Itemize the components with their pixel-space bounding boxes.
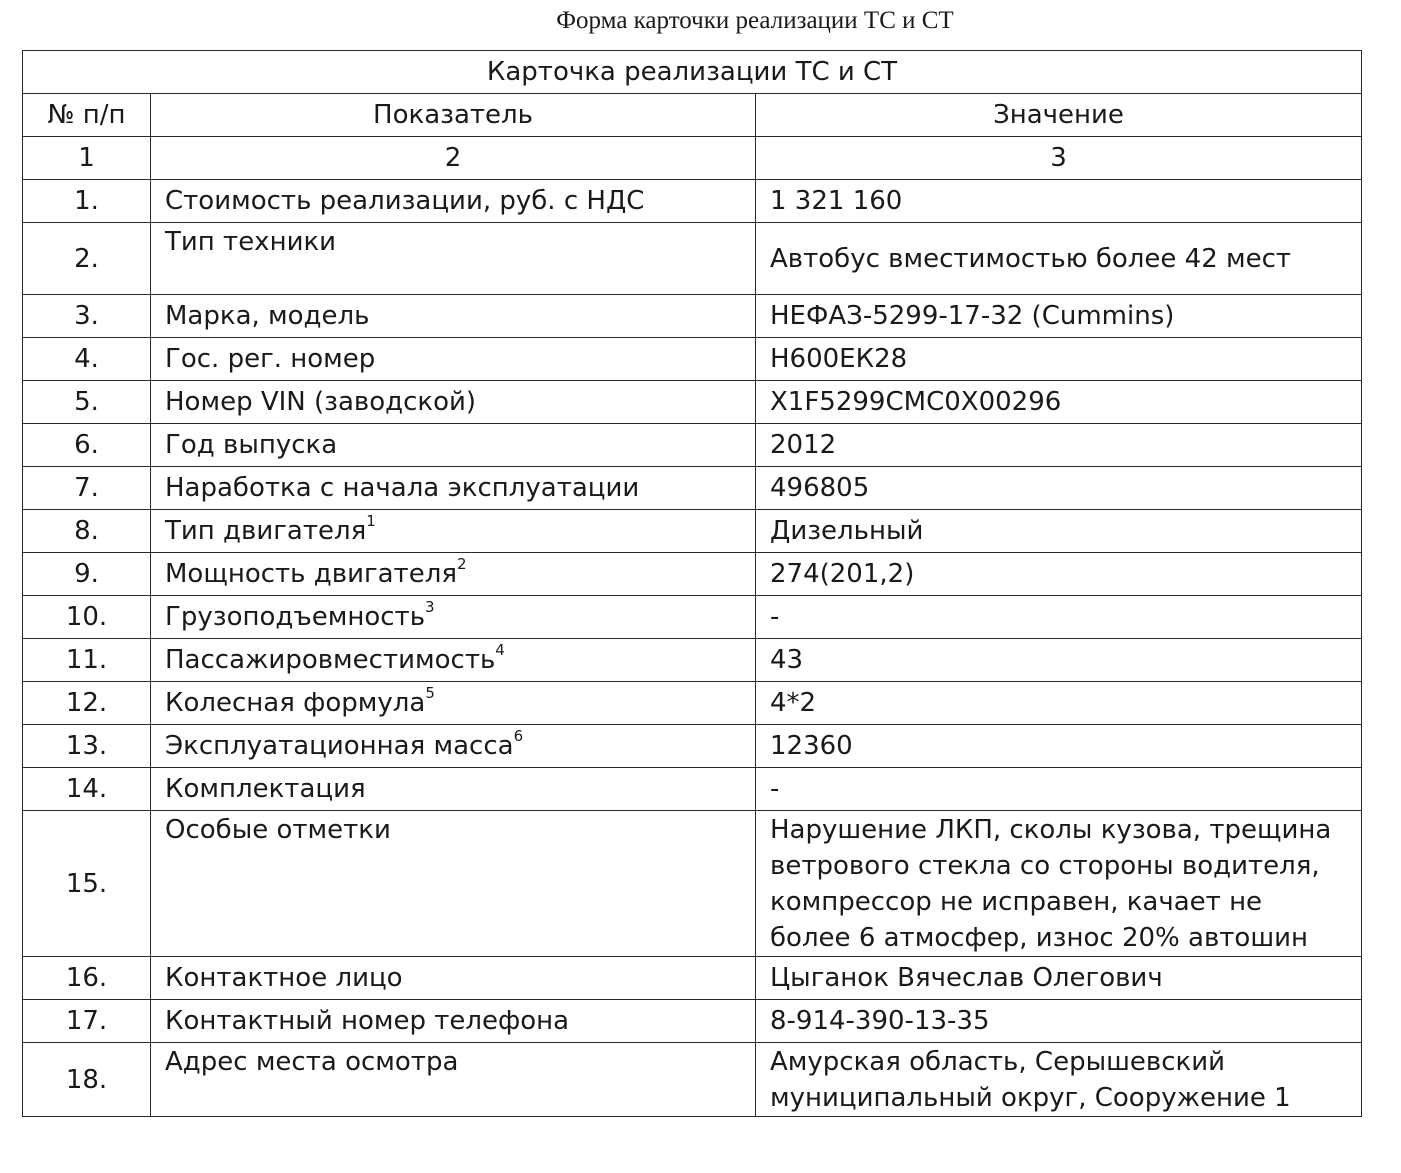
row-value: Дизельный bbox=[756, 510, 1362, 553]
header-indicator: Показатель bbox=[151, 94, 756, 137]
row-number: 15. bbox=[23, 811, 151, 957]
row-value: 274(201,2) bbox=[756, 553, 1362, 596]
row-indicator: Номер VIN (заводской) bbox=[151, 381, 756, 424]
indicator-text: Мощность двигателя bbox=[165, 559, 457, 589]
table-row bbox=[23, 682, 1362, 725]
table-title: Карточка реализации ТС и СТ bbox=[23, 51, 1362, 94]
row-value: - bbox=[756, 596, 1362, 639]
table-row bbox=[23, 295, 1362, 338]
footnote-mark: 2 bbox=[456, 555, 467, 574]
indicator-text: Эксплуатационная масса bbox=[165, 731, 514, 761]
table-row bbox=[23, 957, 1362, 1000]
row-number: 7. bbox=[23, 467, 151, 510]
table-row bbox=[23, 639, 1362, 682]
row-number: 14. bbox=[23, 768, 151, 811]
form-caption: Форма карточки реализации ТС и СТ bbox=[556, 7, 954, 34]
row-indicator: Особые отметки bbox=[151, 811, 756, 957]
row-indicator bbox=[151, 682, 756, 725]
row-indicator: Год выпуска bbox=[151, 424, 756, 467]
row-indicator bbox=[151, 639, 756, 682]
row-number: 10. bbox=[23, 596, 151, 639]
indicator-text: Тип двигателя bbox=[165, 516, 367, 546]
value-line: более 6 атмосфер, износ 20% автошин bbox=[770, 923, 1309, 953]
row-value: НЕФАЗ-5299-17-32 (Cummins) bbox=[756, 295, 1362, 338]
row-value: 4*2 bbox=[756, 682, 1362, 725]
table-row bbox=[23, 811, 1362, 957]
row-number: 3. bbox=[23, 295, 151, 338]
value-line: ветрового стекла со стороны водителя, bbox=[770, 851, 1320, 881]
row-value: 12360 bbox=[756, 725, 1362, 768]
row-indicator: Стоимость реализации, руб. с НДС bbox=[151, 180, 756, 223]
row-value: Цыганок Вячеслав Олегович bbox=[756, 957, 1362, 1000]
table-row bbox=[23, 467, 1362, 510]
row-indicator: Комплектация bbox=[151, 768, 756, 811]
value-line: Нарушение ЛКП, сколы кузова, трещина bbox=[770, 815, 1332, 845]
column-number-2: 2 bbox=[151, 137, 756, 180]
row-indicator: Марка, модель bbox=[151, 295, 756, 338]
row-number: 17. bbox=[23, 1000, 151, 1043]
row-indicator: Гос. рег. номер bbox=[151, 338, 756, 381]
table-row bbox=[23, 553, 1362, 596]
row-value: 2012 bbox=[756, 424, 1362, 467]
row-number: 2. bbox=[23, 223, 151, 295]
value-line: Амурская область, Серышевский bbox=[770, 1047, 1225, 1077]
row-value: - bbox=[756, 768, 1362, 811]
table-row bbox=[23, 510, 1362, 553]
row-indicator: Контактное лицо bbox=[151, 957, 756, 1000]
row-number: 1. bbox=[23, 180, 151, 223]
table-row bbox=[23, 768, 1362, 811]
indicator-text: Пассажировместимость bbox=[165, 645, 496, 675]
row-value bbox=[756, 811, 1362, 957]
table-row bbox=[23, 424, 1362, 467]
column-number-3: 3 bbox=[756, 137, 1362, 180]
row-indicator bbox=[151, 596, 756, 639]
column-number-row bbox=[23, 137, 1362, 180]
table-header-row bbox=[23, 94, 1362, 137]
row-number: 9. bbox=[23, 553, 151, 596]
row-value bbox=[756, 1043, 1362, 1117]
row-value: 43 bbox=[756, 639, 1362, 682]
row-indicator bbox=[151, 510, 756, 553]
row-indicator bbox=[151, 725, 756, 768]
row-value: X1F5299CMC0X00296 bbox=[756, 381, 1362, 424]
footnote-mark: 6 bbox=[513, 727, 524, 746]
row-indicator bbox=[151, 553, 756, 596]
row-indicator: Контактный номер телефона bbox=[151, 1000, 756, 1043]
table-row bbox=[23, 596, 1362, 639]
sale-card-table bbox=[22, 50, 1362, 1117]
footnote-mark: 4 bbox=[495, 641, 505, 660]
value-line: компрессор не исправен, качает не bbox=[770, 887, 1263, 917]
table-row bbox=[23, 180, 1362, 223]
row-value: 8-914-390-13-35 bbox=[756, 1000, 1362, 1043]
row-number: 5. bbox=[23, 381, 151, 424]
table-row bbox=[23, 338, 1362, 381]
row-value: Н600ЕК28 bbox=[756, 338, 1362, 381]
row-number: 6. bbox=[23, 424, 151, 467]
row-indicator: Наработка с начала эксплуатации bbox=[151, 467, 756, 510]
row-number: 8. bbox=[23, 510, 151, 553]
header-value: Значение bbox=[756, 94, 1362, 137]
column-number-1: 1 bbox=[23, 137, 151, 180]
row-value: Автобус вместимостью более 42 мест bbox=[756, 223, 1362, 295]
row-number: 13. bbox=[23, 725, 151, 768]
indicator-text: Грузоподъемность bbox=[165, 602, 426, 632]
table-row bbox=[23, 725, 1362, 768]
table-row bbox=[23, 381, 1362, 424]
footnote-mark: 5 bbox=[425, 684, 435, 703]
footnote-mark: 1 bbox=[366, 512, 376, 531]
footnote-mark: 3 bbox=[425, 598, 435, 617]
indicator-text: Колесная формула bbox=[165, 688, 426, 718]
row-value: 496805 bbox=[756, 467, 1362, 510]
table-title-row bbox=[23, 51, 1362, 94]
row-number: 11. bbox=[23, 639, 151, 682]
row-number: 16. bbox=[23, 957, 151, 1000]
header-number: № п/п bbox=[23, 94, 151, 137]
row-number: 18. bbox=[23, 1043, 151, 1117]
table-row bbox=[23, 1000, 1362, 1043]
table-row bbox=[23, 1043, 1362, 1117]
row-indicator: Адрес места осмотра bbox=[151, 1043, 756, 1117]
row-indicator: Тип техники bbox=[151, 223, 756, 295]
table-row bbox=[23, 223, 1362, 295]
row-number: 12. bbox=[23, 682, 151, 725]
value-line: муниципальный округ, Сооружение 1 bbox=[770, 1083, 1291, 1113]
row-value: 1 321 160 bbox=[756, 180, 1362, 223]
row-number: 4. bbox=[23, 338, 151, 381]
